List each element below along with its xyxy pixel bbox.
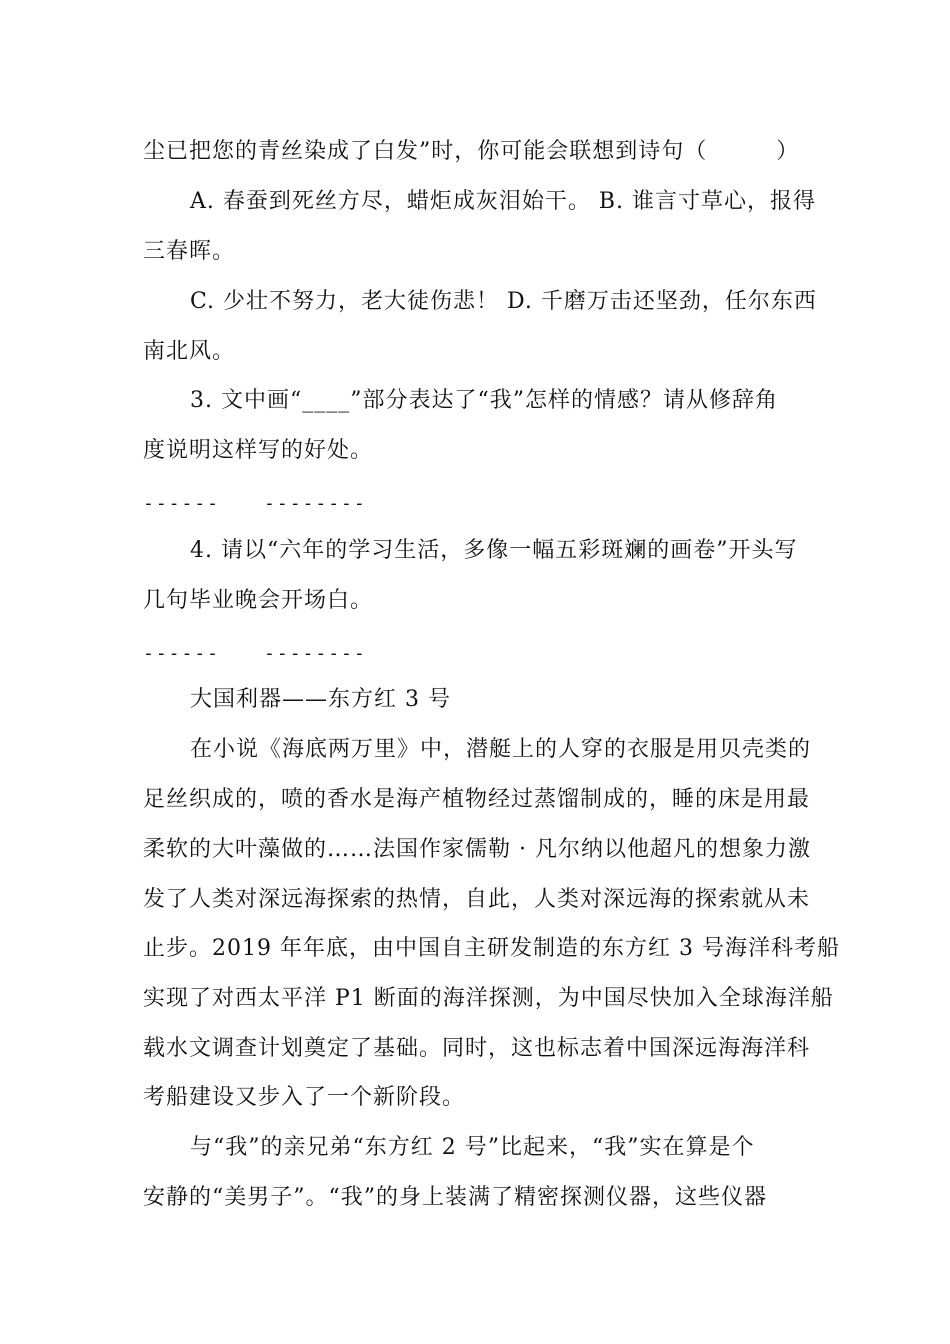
paragraph-1-line-4: 发了人类对深远海探索的热情，自此，人类对深远海的探索就从未 (143, 887, 811, 912)
q2-stem-continuation: 尘已把您的青丝染成了白发”时，你可能会联想到诗句（ ） (143, 139, 800, 164)
answer-blank-q4 (143, 642, 367, 666)
q2-option-b-continuation: 三春晖。 (143, 239, 236, 264)
paragraph-1-line-8: 考船建设又步入了一个新阶段。 (143, 1085, 466, 1110)
paragraph-2-line-1: 与“我”的亲兄弟“东方红 2 号”比起来，“我”实在算是个 (190, 1135, 755, 1160)
answer-blank-left: ------ (143, 643, 221, 664)
passage-title: 大国利器——东方红 3 号 (190, 687, 451, 712)
q2-option-d-continuation: 南北风。 (143, 339, 236, 364)
q2-options-ab: A. 春蚕到死丝方尽，蜡炬成灰泪始干。 B. 谁言寸草心，报得 (190, 189, 817, 214)
answer-blank-right: -------- (264, 643, 367, 664)
q4-stem: 4. 请以“六年的学习生活，多像一幅五彩斑斓的画卷”开头写 (190, 538, 798, 563)
paragraph-1-line-6: 实现了对西太平洋 P1 断面的海洋探测，为中国尽快加入全球海洋船 (143, 986, 834, 1011)
paragraph-1-line-5: 止步。2019 年年底，由中国自主研发制造的东方红 3 号海洋科考船 (143, 936, 840, 961)
paragraph-1-line-3: 柔软的大叶藻做的……法国作家儒勒 · 凡尔纳以他超凡的想象力激 (143, 837, 811, 862)
q3-stem-continuation: 度说明这样写的好处。 (143, 438, 374, 463)
q3-stem: 3. 文中画“____”部分表达了“我”怎样的情感？请从修辞角 (190, 388, 778, 413)
q4-stem-continuation: 几句毕业晚会开场白。 (143, 588, 374, 613)
q2-options-cd: C. 少壮不努力，老大徒伤悲！ D. 千磨万击还坚劲，任尔东西 (190, 289, 817, 314)
paragraph-1-line-7: 载水文调查计划奠定了基础。同时，这也标志着中国深远海海洋科 (143, 1036, 811, 1061)
paragraph-2-line-2: 安静的“美男子”。“我”的身上装满了精密探测仪器，这些仪器 (143, 1185, 767, 1210)
paragraph-1-line-2: 足丝织成的，喷的香水是海产植物经过蒸馏制成的，睡的床是用最 (143, 787, 811, 812)
answer-blank-q3 (143, 492, 367, 516)
answer-blank-right: -------- (264, 493, 367, 514)
paragraph-1-line-1: 在小说《海底两万里》中，潜艇上的人穿的衣服是用贝壳类的 (190, 737, 812, 762)
answer-blank-left: ------ (143, 493, 221, 514)
